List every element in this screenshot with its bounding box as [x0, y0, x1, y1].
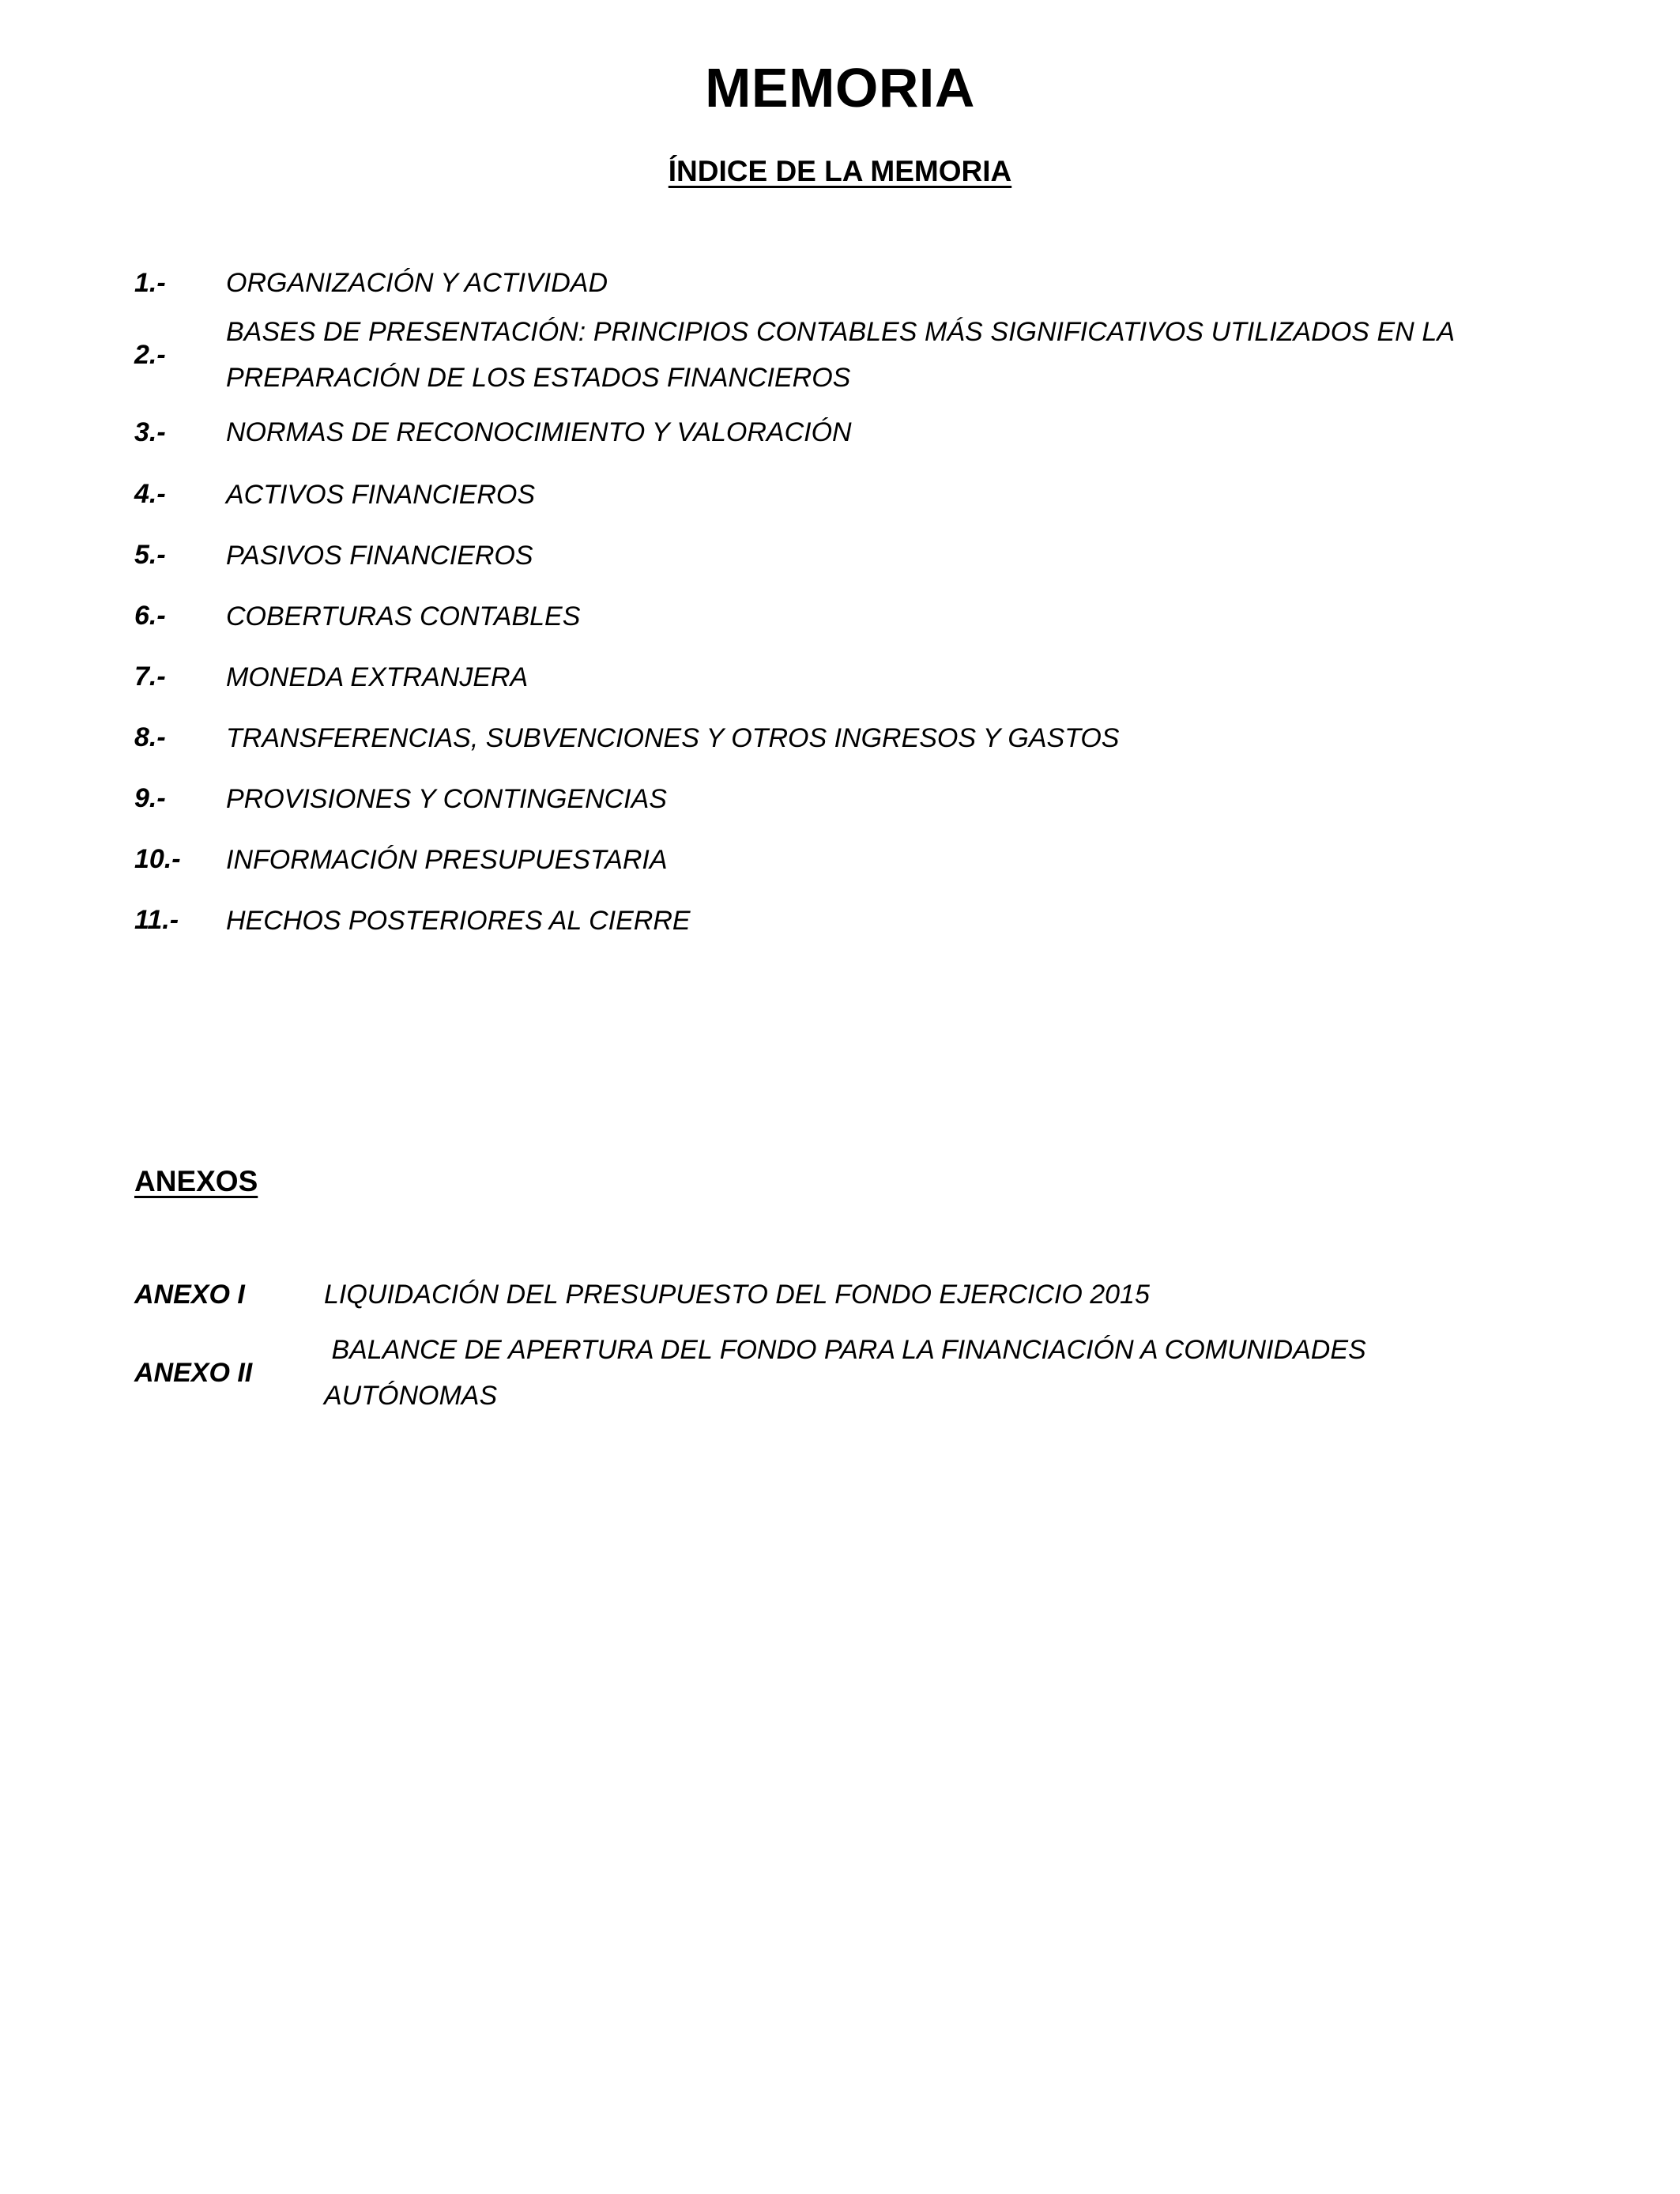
annex-item-2	[134, 1325, 1399, 1421]
toc-item-label-line: PREPARACIÓN DE LOS ESTADOS FINANCIEROS	[226, 363, 851, 393]
toc-item-label: NORMAS DE RECONOCIMIENTO Y VALORACIÓN	[226, 417, 852, 447]
toc-item-2	[134, 309, 1455, 401]
toc-item-label: PROVISIONES Y CONTINGENCIAS	[226, 783, 667, 814]
annex-label: ANEXO I	[134, 1279, 245, 1310]
toc-item-number: 6.-	[134, 601, 166, 631]
toc-item-number: 11.-	[134, 905, 179, 935]
annex-title	[324, 1327, 1399, 1419]
toc-item-label: INFORMACIÓN PRESUPUESTARIA	[226, 844, 668, 875]
annexes-list	[134, 1265, 1399, 1421]
toc-item-7	[134, 647, 1399, 707]
toc-item-label	[226, 309, 1455, 401]
toc-item-9	[134, 768, 1399, 829]
toc-item-label: HECHOS POSTERIORES AL CIERRE	[226, 905, 691, 936]
toc-item-number: 4.-	[134, 479, 166, 509]
toc-item-1	[134, 257, 1399, 309]
annex-title: LIQUIDACIÓN DEL PRESUPUESTO DEL FONDO EJERCICIO 2015	[324, 1280, 1150, 1310]
toc-item-label: TRANSFERENCIAS, SUBVENCIONES Y OTROS INGRESOS Y GASTOS	[226, 722, 1120, 753]
toc-item-number: 2.-	[134, 339, 166, 370]
toc-item-label-line: BASES DE PRESENTACIÓN: PRINCIPIOS CONTABLES MÁS SIGNIFICATIVOS UTILIZADOS EN LA	[226, 317, 1455, 347]
annex-item-1	[134, 1265, 1399, 1325]
toc-item-label: MONEDA EXTRANJERA	[226, 662, 529, 692]
toc-item-label: ORGANIZACIÓN Y ACTIVIDAD	[226, 268, 608, 298]
toc-item-number: 10.-	[134, 844, 181, 874]
annex-title-line: BALANCE DE APERTURA DEL FONDO PARA LA FINANCIACIÓN A COMUNIDADES	[324, 1335, 1366, 1365]
toc-item-4	[134, 464, 1399, 525]
toc-item-6	[134, 586, 1399, 647]
toc-item-5	[134, 525, 1399, 586]
toc-item-3	[134, 401, 1399, 464]
toc-item-number: 9.-	[134, 783, 166, 813]
page-title: MEMORIA	[705, 57, 975, 119]
toc-item-11	[134, 890, 1399, 951]
table-of-contents	[134, 257, 1455, 951]
toc-item-number: 7.-	[134, 662, 166, 692]
toc-item-number: 5.-	[134, 540, 166, 570]
toc-item-number: 3.-	[134, 417, 166, 447]
index-subtitle: ÍNDICE DE LA MEMORIA	[668, 155, 1012, 187]
annex-label: ANEXO II	[134, 1357, 253, 1388]
annexes-heading: ANEXOS	[134, 1165, 258, 1197]
toc-item-10	[134, 829, 1399, 890]
toc-item-label: ACTIVOS FINANCIEROS	[226, 479, 536, 510]
toc-item-number: 8.-	[134, 722, 166, 752]
toc-item-number: 1.-	[134, 267, 166, 298]
toc-item-label: COBERTURAS CONTABLES	[226, 601, 581, 631]
annex-title-line: AUTÓNOMAS	[324, 1381, 498, 1411]
toc-item-label: PASIVOS FINANCIEROS	[226, 540, 533, 571]
toc-item-8	[134, 707, 1399, 768]
